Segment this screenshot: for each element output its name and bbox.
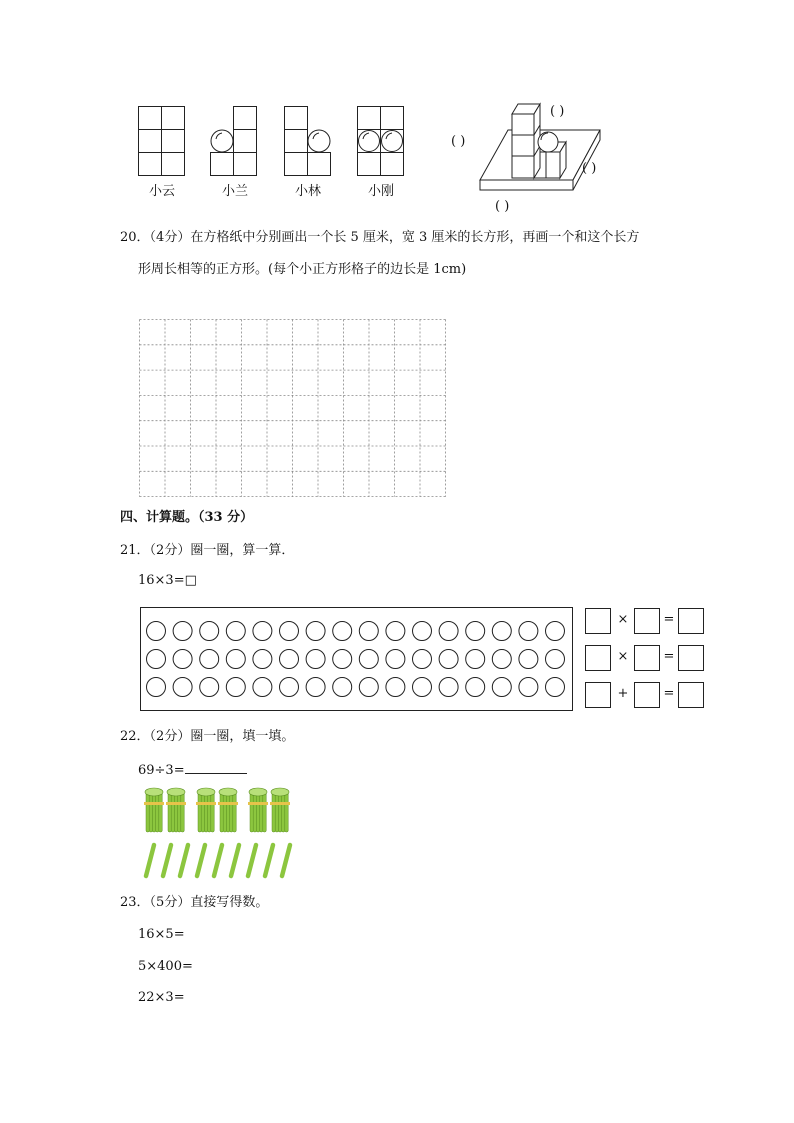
q22-equation: 69÷3= xyxy=(138,763,185,778)
counting-circle xyxy=(200,622,219,641)
bundle-stick xyxy=(198,792,201,832)
stick-bundle xyxy=(196,788,216,832)
q21-circle-panel[interactable] xyxy=(140,607,574,711)
bundle-stick xyxy=(152,792,155,832)
paren-blank-left[interactable]: ( ) xyxy=(451,134,466,149)
counting-circle xyxy=(280,650,299,669)
counting-circle xyxy=(492,678,511,697)
answer-box-2a[interactable] xyxy=(585,645,611,671)
counting-circle xyxy=(439,678,458,697)
q23-text: 直接写得数。 xyxy=(190,895,269,910)
stick-bundle xyxy=(166,788,186,832)
counting-circle xyxy=(147,678,166,697)
bundle-stick xyxy=(282,792,285,832)
stick-bundle xyxy=(144,788,164,832)
q21-equation: 16×3=□ xyxy=(138,573,197,588)
q21-score: （2分） xyxy=(149,543,191,558)
counting-circle xyxy=(306,622,325,641)
answer-box-2b[interactable] xyxy=(634,645,660,671)
counting-circle xyxy=(253,622,272,641)
view-xiaoyun-diagram xyxy=(138,106,186,176)
bundle-band xyxy=(248,802,268,805)
counting-circle xyxy=(226,650,245,669)
bundle-stick xyxy=(174,792,177,832)
bundle-stick xyxy=(171,792,174,832)
counting-circle xyxy=(147,650,166,669)
counting-circle xyxy=(253,678,272,697)
counting-circle xyxy=(280,678,299,697)
loose-stick xyxy=(248,845,256,876)
loose-stick xyxy=(180,845,188,876)
paren-blank-right[interactable]: ( ) xyxy=(582,161,597,176)
counting-circle xyxy=(173,678,192,697)
bundle-top xyxy=(271,788,289,796)
stick-bundle xyxy=(218,788,238,832)
bundle-stick xyxy=(146,792,149,832)
q22-title xyxy=(120,729,294,745)
times-sign-2: × xyxy=(617,649,629,664)
q23-number: 23． xyxy=(120,895,150,910)
equals-sign-3: = xyxy=(663,686,675,701)
q20-line2: 形周长相等的正方形。(每个小正方形格子的边长是 1cm) xyxy=(138,262,467,277)
counting-circle xyxy=(306,678,325,697)
q22-equation-row xyxy=(138,761,247,779)
answer-box-1c[interactable] xyxy=(678,608,704,634)
bundle-stick xyxy=(220,792,223,832)
counting-circle xyxy=(173,622,192,641)
answer-box-1a[interactable] xyxy=(585,608,611,634)
equals-sign-1: = xyxy=(663,612,675,627)
equals-sign-2: = xyxy=(663,649,675,664)
q21-text: 圈一圈，算一算． xyxy=(190,543,295,558)
section-4-title: 四、计算题。（33 分） xyxy=(120,510,254,525)
counting-circle xyxy=(333,650,352,669)
counting-circle xyxy=(466,678,485,697)
loose-stick xyxy=(214,845,222,876)
q23-item-3[interactable]: 22×3= xyxy=(138,990,185,1005)
bundle-stick xyxy=(256,792,259,832)
loose-stick xyxy=(163,845,171,876)
counting-circle xyxy=(359,650,378,669)
bundle-band xyxy=(166,802,186,805)
counting-circle xyxy=(386,678,405,697)
bundle-stick xyxy=(223,792,226,832)
bundle-top xyxy=(145,788,163,796)
loose-sticks-illustration xyxy=(140,843,305,879)
q23-item-2[interactable]: 5×400= xyxy=(138,959,193,974)
stick-bundle xyxy=(270,788,290,832)
stacked-cubes-illustration xyxy=(478,100,603,195)
counting-circle xyxy=(226,622,245,641)
view-label-xiaolan: 小兰 xyxy=(221,184,248,199)
bundle-stick xyxy=(260,792,263,832)
q20-number: 20． xyxy=(120,230,150,245)
loose-stick xyxy=(231,845,239,876)
counting-circle xyxy=(492,650,511,669)
bundle-stick xyxy=(208,792,211,832)
counting-circle xyxy=(466,650,485,669)
counting-circle xyxy=(413,622,432,641)
bundle-stick xyxy=(272,792,275,832)
counting-circle xyxy=(280,622,299,641)
counting-circle xyxy=(546,678,565,697)
q20-text-1: 在方格纸中分别画出一个长 5 厘米，宽 3 厘米的长方形，再画一个和这个长方 xyxy=(190,230,640,245)
bundle-stick xyxy=(149,792,152,832)
bundle-stick xyxy=(275,792,278,832)
counting-circle xyxy=(200,650,219,669)
bundle-stick xyxy=(278,792,281,832)
bundle-stick xyxy=(204,792,207,832)
bundle-band xyxy=(196,802,216,805)
q22-number: 22． xyxy=(120,729,150,744)
q21-title xyxy=(120,543,294,559)
bundle-top xyxy=(167,788,185,796)
bundle-stick xyxy=(250,792,253,832)
counting-circle xyxy=(147,622,166,641)
counting-circle xyxy=(492,622,511,641)
bundle-top xyxy=(219,788,237,796)
answer-box-1b[interactable] xyxy=(634,608,660,634)
bundle-band xyxy=(218,802,238,805)
counting-circle xyxy=(546,650,565,669)
counting-circle xyxy=(519,622,538,641)
counting-circle xyxy=(226,678,245,697)
counting-circle xyxy=(439,622,458,641)
q23-title xyxy=(120,895,268,911)
counting-circle xyxy=(413,678,432,697)
bundle-stick xyxy=(263,792,266,832)
answer-box-2c[interactable] xyxy=(678,645,704,671)
counting-circle xyxy=(253,650,272,669)
counting-circle xyxy=(439,650,458,669)
view-label-xiaoyun: 小云 xyxy=(148,184,175,199)
view-label-xiaolin: 小林 xyxy=(294,184,321,199)
q22-score: （2分） xyxy=(149,729,191,744)
counting-circle xyxy=(466,622,485,641)
q21-number: 21． xyxy=(120,543,150,558)
counting-circle xyxy=(519,678,538,697)
bundle-stick xyxy=(285,792,288,832)
answer-box-3a[interactable] xyxy=(585,682,611,708)
paren-blank-top[interactable]: ( ) xyxy=(550,104,565,119)
bundle-stick xyxy=(156,792,159,832)
view-xiaolin-diagram xyxy=(284,106,332,176)
q20-line1 xyxy=(120,230,639,246)
bundle-top xyxy=(249,788,267,796)
loose-stick xyxy=(146,845,154,876)
bundle-stick xyxy=(211,792,214,832)
counting-circle xyxy=(519,650,538,669)
loose-stick xyxy=(282,845,290,876)
q20-grid-paper[interactable] xyxy=(139,319,447,497)
bundle-band xyxy=(144,802,164,805)
times-sign-1: × xyxy=(617,612,629,627)
bundle-band xyxy=(270,802,290,805)
counting-circle xyxy=(173,650,192,669)
counting-circle xyxy=(359,622,378,641)
answer-box-3c[interactable] xyxy=(678,682,704,708)
view-label-xiaogang: 小刚 xyxy=(367,184,394,199)
paren-blank-bottom[interactable]: ( ) xyxy=(495,199,510,214)
counting-circle xyxy=(386,650,405,669)
counting-circle xyxy=(546,622,565,641)
bundle-stick xyxy=(159,792,162,832)
view-xiaogang-diagram xyxy=(357,106,405,176)
q23-score: （5分） xyxy=(149,895,191,910)
q22-text: 圈一圈，填一填。 xyxy=(190,729,295,744)
counting-circle xyxy=(306,650,325,669)
counting-circle xyxy=(333,622,352,641)
view-xiaolan-diagram xyxy=(210,106,258,176)
q23-item-1[interactable]: 16×5= xyxy=(138,927,185,942)
bundle-stick xyxy=(178,792,181,832)
counting-circle xyxy=(200,678,219,697)
loose-stick xyxy=(197,845,205,876)
bundle-stick xyxy=(233,792,236,832)
bundle-stick xyxy=(168,792,171,832)
bundle-stick xyxy=(226,792,229,832)
loose-stick xyxy=(265,845,273,876)
bundle-stick xyxy=(181,792,184,832)
bundle-stick xyxy=(230,792,233,832)
answer-box-3b[interactable] xyxy=(634,682,660,708)
bundle-stick xyxy=(201,792,204,832)
q20-score: （4分） xyxy=(149,230,191,245)
counting-circle xyxy=(359,678,378,697)
bundle-top xyxy=(197,788,215,796)
counting-circle xyxy=(413,650,432,669)
counting-circle xyxy=(386,622,405,641)
bundle-stick xyxy=(253,792,256,832)
plus-sign-3: + xyxy=(617,686,629,701)
q22-answer-blank[interactable] xyxy=(185,761,247,774)
counting-circle xyxy=(333,678,352,697)
stick-bundles-illustration xyxy=(140,786,310,846)
stick-bundle xyxy=(248,788,268,832)
